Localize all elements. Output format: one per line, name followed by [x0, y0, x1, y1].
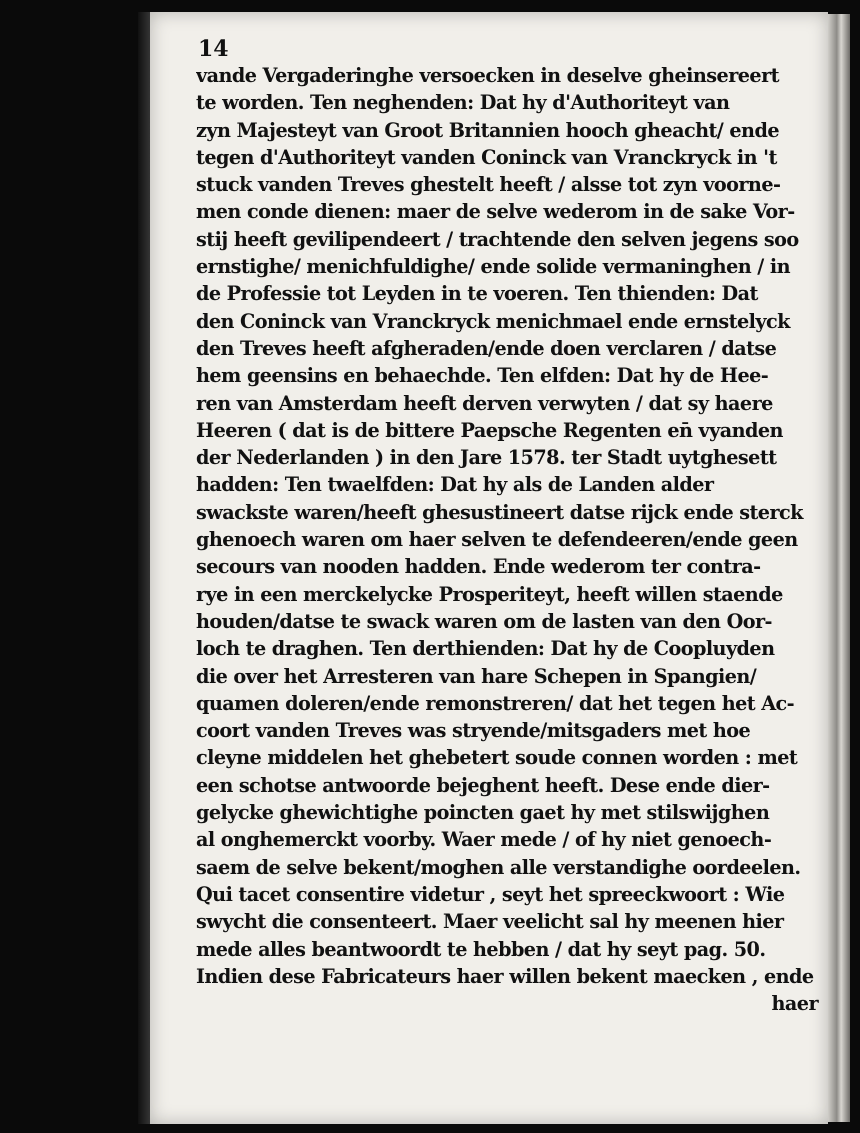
- text-line: Indien dese Fabricateurs haer willen bekent maecken , ende: [196, 964, 814, 988]
- text-line: stij heeft gevilipendeert / trachtende den selven jegens soo: [196, 227, 799, 251]
- text-line: secours van nooden hadden. Ende wederom ter contra-: [196, 555, 761, 579]
- text-line: ghenoech waren om haer selven te defendeeren/ende geen: [196, 528, 798, 552]
- text-line: Heeren ( dat is de bittere Paepsche Regenten en̄ vyanden: [196, 418, 783, 442]
- text-line: men conde dienen: maer de selve wederom in de sake Vor-: [196, 200, 795, 224]
- text-line: hem geensins en behaechde. Ten elfden: Dat hy de Hee-: [196, 364, 769, 388]
- text-line: vande Vergaderinghe versoecken in deselve gheinsereert: [196, 64, 779, 87]
- text-line: ren van Amsterdam heeft derven verwyten / dat sy haere: [196, 391, 773, 415]
- text-line: den Treves heeft afgheraden/ende doen verclaren / datse: [196, 336, 777, 360]
- text-line: ernstighe/ menichfuldighe/ ende solide vermaninghen / in: [196, 255, 790, 279]
- text-line: al onghemerckt voorby. Waer mede / of hy niet genoech-: [196, 828, 772, 852]
- catchword: haer: [771, 992, 818, 1016]
- text-line: een schotse antwoorde bejeghent heeft. Dese ende dier-: [196, 773, 770, 797]
- text-line: swackste waren/heeft ghesustineert datse rijck ende sterck: [196, 500, 803, 524]
- text-line: houden/datse te swack waren om de lasten van den Oor-: [196, 609, 772, 633]
- text-line: den Coninck van Vranckryck menichmael ende ernstelyck: [196, 309, 790, 333]
- text-line: mede alles beantwoordt te hebben / dat hy seyt pag. 50.: [196, 937, 766, 961]
- page-number: 14: [198, 36, 229, 62]
- page-edge: [828, 14, 850, 1122]
- text-line: die over het Arresteren van hare Schepen in Spangien/: [196, 664, 757, 688]
- text-line: cleyne middelen het ghebetert soude connen worden : met: [196, 746, 798, 770]
- text-line: gelycke ghewichtighe poincten gaet hy met stilswijghen: [196, 801, 770, 825]
- text-line: coort vanden Treves was stryende/mitsgaders met hoe: [196, 719, 751, 743]
- text-line: zyn Majesteyt van Groot Britannien hooch gheacht/ ende: [196, 118, 779, 142]
- text-line: stuck vanden Treves ghestelt heeft / alsse tot zyn voorne-: [196, 173, 781, 197]
- text-line: de Professie tot Leyden in te voeren. Ten thienden: Dat: [196, 282, 758, 306]
- text-line: tegen d'Authoriteyt vanden Coninck van Vranckryck in 't: [196, 145, 777, 169]
- text-line: hadden: Ten twaelfden: Dat hy als de Landen alder: [196, 473, 714, 497]
- text-line: quamen doleren/ende remonstreren/ dat het tegen het Ac-: [196, 691, 795, 715]
- text-line: Qui tacet consentire videtur , seyt het spreeckwoort : Wie: [196, 882, 785, 906]
- text-line: der Nederlanden ) in den Jare 1578. ter Stadt uytghesett: [196, 446, 777, 470]
- text-line: te worden. Ten neghenden: Dat hy d'Authoriteyt van: [196, 91, 730, 115]
- text-line: rye in een merckelycke Prosperiteyt, heeft willen staende: [196, 582, 783, 606]
- text-line: saem de selve bekent/moghen alle verstandighe oordeelen.: [196, 855, 801, 879]
- body-text: [196, 62, 826, 1017]
- text-line: swycht die consenteert. Maer veelicht sal hy meenen hier: [196, 910, 784, 934]
- text-line: loch te draghen. Ten derthienden: Dat hy de Coopluyden: [196, 637, 775, 661]
